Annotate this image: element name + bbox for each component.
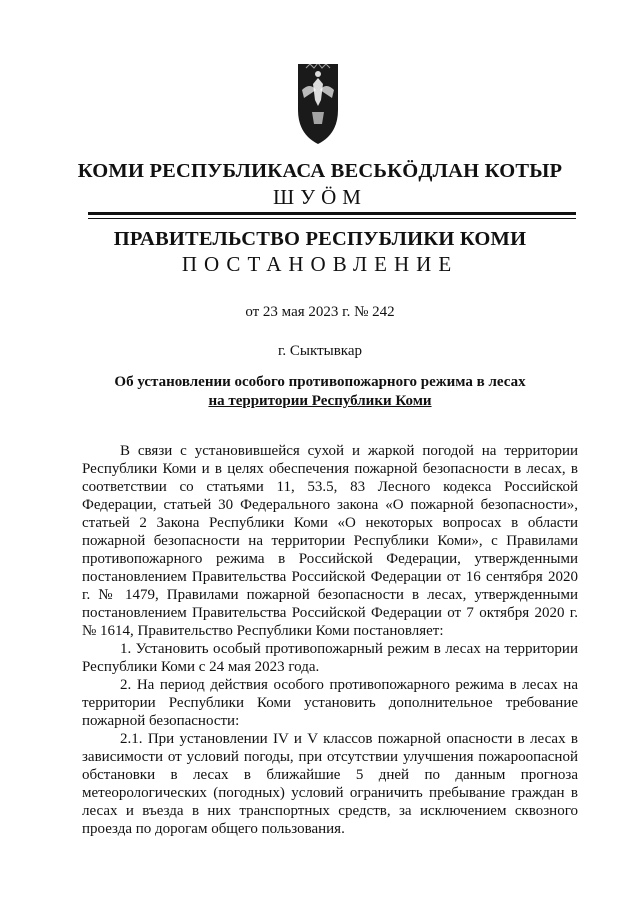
body-paragraph-item-1: 1. Установить особый противопожарный режим в лесах на территории Республики Коми с 24 мая 2023 года. <box>82 641 578 675</box>
body-paragraph-preamble: В связи с установившейся сухой и жаркой погодой на территории Республики Коми и в целях обеспечения пожарной безопасности в лесах, в соответствии со статьями 11, 53.5, 83 Лесного кодекса Российской Федерации, статьей 30 Федерального закона «О пожарной безопасности», статьей 2 Закона Республики Коми «О некоторых вопросах в области пожарной безопасности на территории Республики Коми», с Правилами противопожарного режима в Российской Федерации, утвержденными постановлением Правительства Российской Федерации от 16 сентября 2020 г. № 1479, Правилами пожарной безопасности в лесах, утвержденными постановлением Правительства Российской Федерации от 7 октября 2020 г. № 1614, Правительство Республики Коми постановляет: <box>82 443 578 639</box>
document-title <box>0 373 640 411</box>
body-paragraph-item-2: 2. На период действия особого противопожарного режима в лесах на территории Республики Коми установить дополнительное требование пожарной безопасности: <box>82 677 578 729</box>
header-divider-thin <box>88 218 576 219</box>
header-divider-thick <box>88 212 576 215</box>
komi-document-type: ШУÖМ <box>273 185 367 209</box>
document-title-line-1: Об установлении особого противопожарного режима в лесах <box>114 374 526 390</box>
document-city: г. Сыктывкар <box>277 343 363 359</box>
document-type: ПОСТАНОВЛЕНИЕ <box>181 252 459 276</box>
government-name: ПРАВИТЕЛЬСТВО РЕСПУБЛИКИ КОМИ <box>113 228 527 250</box>
body-paragraph-item-2-1: 2.1. При установлении IV и V классов пожарной опасности в лесах в зависимости от условий погоды, при отсутствии улучшения пожароопасной обстановки в лесах в ближайшие 5 дней по данным прогноза метеорологических (погодных) условий ограничить пребывание граждан в лесах и въезда в них транспортных средств, за исключением сквозного проезда по дорогам общего пользования. <box>82 731 578 837</box>
document-title-line-2: на территории Республики Коми <box>208 393 432 409</box>
document-date-number: от 23 мая 2023 г. № 242 <box>245 304 395 320</box>
komi-government-name: КОМИ РЕСПУБЛИКАСА ВЕСЬКÖДЛАН КОТЫР <box>77 160 563 182</box>
document-body <box>82 442 578 838</box>
komi-coat-of-arms-emblem <box>294 60 342 146</box>
